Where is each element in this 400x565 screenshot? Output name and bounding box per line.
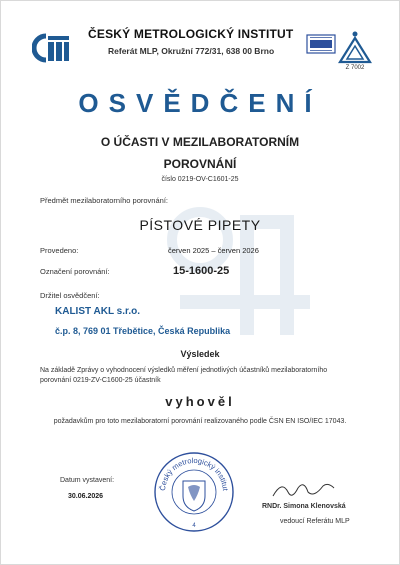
- conducted-value: červen 2025 – červen 2026: [168, 246, 259, 255]
- signatory-role: vedoucí Referátu MLP: [280, 518, 350, 525]
- conducted-label: Provedeno:: [40, 246, 79, 255]
- holder-name: KALIST AKL s.r.o.: [55, 306, 141, 317]
- result-heading: Výsledek: [180, 349, 220, 359]
- result-verdict: vyhověl: [165, 394, 235, 409]
- accreditation-label: Z 7002: [345, 65, 365, 71]
- signature-icon: [268, 478, 338, 502]
- signatory-name: RNDr. Simona Klenovská: [262, 503, 346, 510]
- org-address: Referát MLP, Okružní 772/31, 638 00 Brno: [108, 46, 275, 56]
- org-name: ČESKÝ METROLOGICKÝ INSTITUT: [88, 27, 294, 41]
- holder-label: Držitel osvědčení:: [40, 291, 100, 300]
- result-text: [40, 366, 327, 385]
- certification-mark-icon: [306, 34, 336, 54]
- comparison-value: 15-1600-25: [173, 265, 230, 277]
- holder-address: č.p. 8, 769 01 Třebětice, Česká Republika: [55, 326, 231, 336]
- issue-date-label: Datum vystavení:: [60, 477, 115, 484]
- subject-label: Předmět mezilaboratorního porovnání:: [40, 196, 168, 205]
- result-text-line-2: porovnání 0219-ZV-C1600-25 účastník: [40, 376, 161, 384]
- result-description: požadavkům pro toto mezilaboratorní porovnání realizovaného podle ČSN EN ISO/IEC 17043.: [53, 418, 347, 425]
- certificate-number: číslo 0219-OV-C1601-25: [161, 176, 239, 183]
- issue-date-value: 30.06.2026: [68, 493, 104, 500]
- certificate-title: OSVĚDČENÍ: [78, 88, 322, 118]
- subtitle-line-2: POROVNÁNÍ: [163, 157, 237, 171]
- certificate-subtitle: [0, 131, 400, 175]
- official-stamp-icon: [153, 451, 235, 533]
- accreditation-mark-icon: [338, 30, 372, 66]
- stamp-text: Český metrologický institut: [157, 455, 230, 492]
- comparison-label: Označení porovnání:: [40, 267, 110, 276]
- cmi-logo-icon: [32, 33, 70, 63]
- stamp-number: 4: [192, 523, 196, 529]
- subtitle-line-1: O ÚČASTI V MEZILABORATORNÍM: [100, 135, 300, 149]
- result-text-line-1: Na základě Zprávy o vyhodnocení výsledků měření jednotlivých účastníků mezilaboratorního: [40, 367, 328, 374]
- subject-value: PÍSTOVÉ PIPETY: [139, 217, 261, 233]
